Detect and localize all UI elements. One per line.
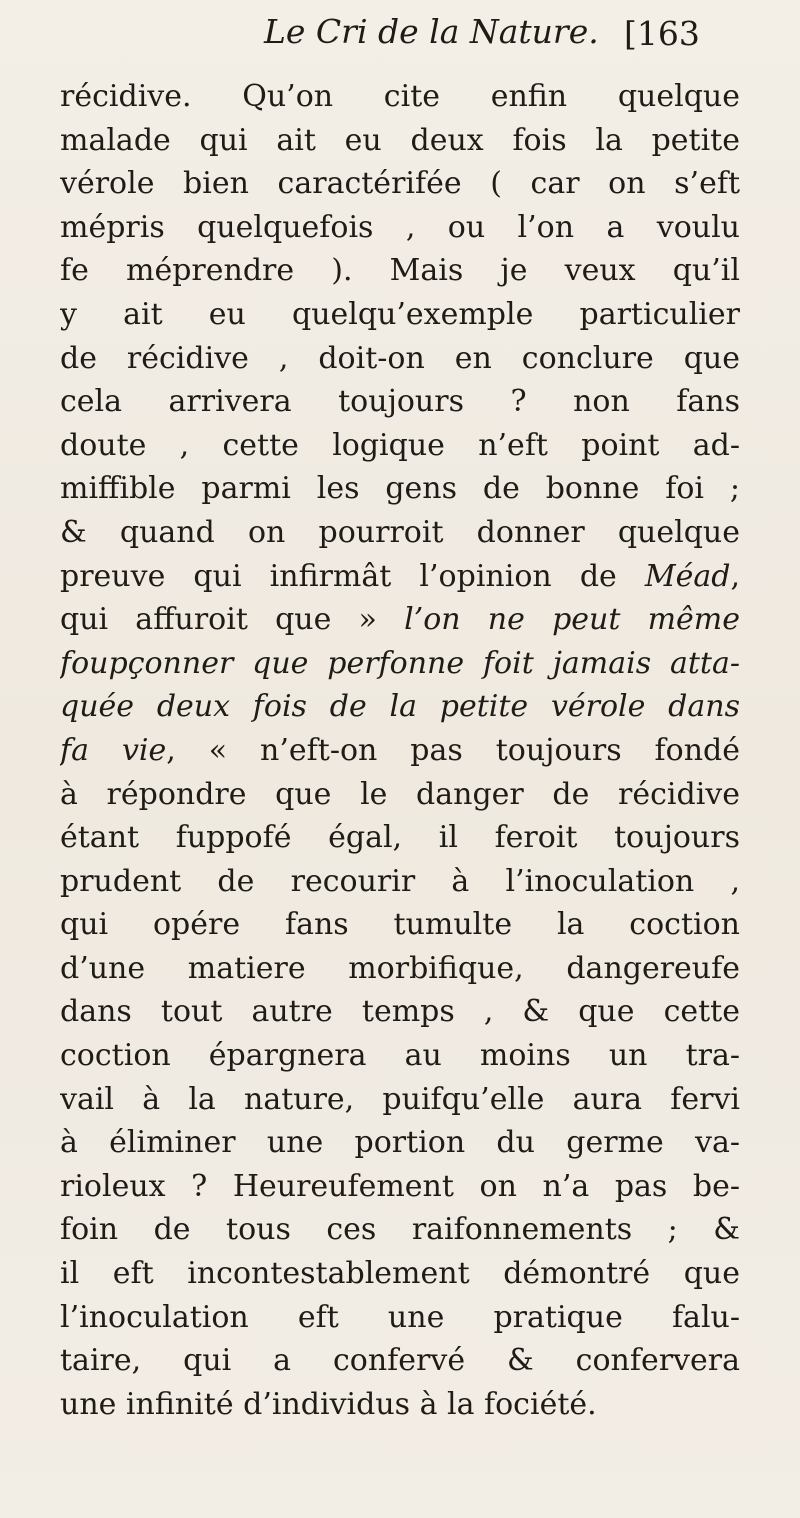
text-segment: étant fuppofé égal, il feroit toujours xyxy=(60,820,740,856)
text-line xyxy=(60,293,740,337)
text-line xyxy=(60,860,740,904)
text-segment: coction épargnera au moins un tra- xyxy=(60,1038,740,1074)
text-segment: rioleux ? Heureufement on n’a pas be- xyxy=(60,1168,740,1204)
text-line xyxy=(60,773,740,817)
text-line xyxy=(60,206,740,250)
text-line xyxy=(60,816,740,860)
text-line xyxy=(60,162,740,206)
text-segment: vérole bien caractérifée ( car on s’eft xyxy=(60,166,740,202)
text-segment: , « n’eft-on pas toujours fondé xyxy=(166,732,740,768)
text-line xyxy=(60,642,740,686)
text-segment: l’inoculation eft une pratique falu- xyxy=(60,1299,740,1335)
text-segment: malade qui ait eu deux fois la petite xyxy=(60,122,740,158)
text-segment: miffible parmi les gens de bonne foi ; xyxy=(60,471,740,507)
text-segment: fe méprendre ). Mais je veux qu’il xyxy=(60,253,740,289)
text-line xyxy=(60,685,740,729)
text-line xyxy=(60,337,740,381)
text-line xyxy=(60,729,740,773)
running-head-title: Le Cri de la Nature. xyxy=(264,12,599,51)
text-line xyxy=(60,903,740,947)
text-segment: mépris quelquefois , ou l’on a voulu xyxy=(60,209,740,245)
text-line xyxy=(60,1208,740,1252)
text-segment: doute , cette logique n’eft point ad- xyxy=(60,427,740,463)
text-segment: taire, qui a confervé & confervera xyxy=(60,1343,740,1379)
italic-text: fa vie xyxy=(60,732,167,768)
text-line xyxy=(60,75,740,119)
text-line xyxy=(60,947,740,991)
text-segment: à répondre que le danger de récidive xyxy=(60,776,740,812)
text-segment: , xyxy=(730,558,740,594)
text-segment: il eft incontestablement démontré que xyxy=(60,1256,740,1292)
text-segment: dans tout autre temps , & que cette xyxy=(60,994,740,1030)
text-line xyxy=(60,119,740,163)
text-line xyxy=(60,424,740,468)
text-segment: une infinité d’individus à la fociété. xyxy=(60,1386,597,1422)
text-segment: d’une matiere morbifique, dangereufe xyxy=(60,950,740,986)
text-line xyxy=(60,1296,740,1340)
italic-text: l’on ne peut même xyxy=(404,602,740,638)
text-line xyxy=(60,511,740,555)
text-segment: foin de tous ces raifonnements ; & xyxy=(60,1212,740,1248)
text-segment: preuve qui infirmât l’opinion de xyxy=(60,558,645,594)
text-line xyxy=(60,1339,740,1383)
text-line xyxy=(60,990,740,1034)
text-line xyxy=(60,1383,740,1427)
text-segment: & quand on pourroit donner quelque xyxy=(60,514,740,550)
italic-text: foupçonner que perfonne foit jamais atta- xyxy=(60,645,740,681)
text-line xyxy=(60,1034,740,1078)
italic-text: Méad xyxy=(644,558,731,594)
running-head xyxy=(0,4,800,60)
body-text xyxy=(60,75,740,1426)
text-segment: y ait eu quelqu’exemple particulier xyxy=(60,296,740,332)
text-segment: cela arrivera toujours ? non fans xyxy=(60,384,740,420)
text-segment: de récidive , doit-on en conclure que xyxy=(60,340,740,376)
text-line xyxy=(60,1121,740,1165)
text-segment: prudent de recourir à l’inoculation , xyxy=(60,863,740,899)
text-segment: récidive. Qu’on cite enfin quelque xyxy=(60,79,740,114)
page-number: [163 xyxy=(624,14,700,53)
text-line xyxy=(60,249,740,293)
text-line xyxy=(60,1165,740,1209)
text-line xyxy=(60,1252,740,1296)
italic-text: quée deux fois de la petite vérole dans xyxy=(60,689,740,725)
text-line xyxy=(60,598,740,642)
text-segment: qui opére fans tumulte la coction xyxy=(60,907,740,943)
text-segment: qui affuroit que » xyxy=(60,602,405,638)
text-line xyxy=(60,467,740,511)
text-segment: vail à la nature, puifqu’elle aura fervi xyxy=(60,1081,740,1117)
text-segment: à éliminer une portion du germe va- xyxy=(60,1125,740,1161)
text-line xyxy=(60,555,740,599)
text-line xyxy=(60,1078,740,1122)
text-line xyxy=(60,380,740,424)
